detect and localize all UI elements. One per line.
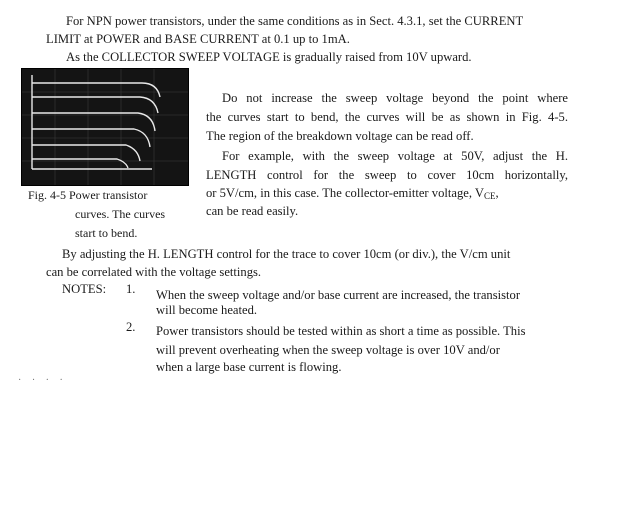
right-para-1-line-1: Do not increase the sweep voltage beyond the point where — [222, 91, 568, 105]
right-para-1-line-2: the curves start to bend, the curves will be as shown in Fig. 4-5. — [206, 110, 568, 124]
note-2-number: 2. — [126, 320, 136, 334]
figure-4-5-curves-image — [21, 68, 189, 186]
right-para-2-line-2: LENGTH control for the sweep to cover 10cm horizontally, — [206, 168, 568, 182]
right-para-2-line-3-end: , — [495, 186, 499, 200]
note-2-line-2: will prevent overheating when the sweep voltage is over 10V and/or — [156, 343, 500, 357]
scan-speck-marks: · · · · — [18, 375, 67, 386]
body-line-2: can be correlated with the voltage settings. — [46, 265, 262, 279]
right-para-2-line-1: For example, with the sweep voltage at 50V, adjust the H. — [222, 149, 568, 163]
right-para-2-line-3-text: or 5V/cm, in this case. The collector-emitter voltage, V — [206, 186, 485, 200]
note-2-line-3: when a large base current is flowing. — [156, 360, 342, 374]
intro-line-1: For NPN power transistors, under the same conditions as in Sect. 4.3.1, set the CURRENT — [66, 14, 524, 28]
figure-caption-line-3: start to bend. — [75, 226, 138, 240]
intro-line-2: LIMIT at POWER and BASE CURRENT at 0.1 up to 1mA. — [46, 32, 350, 46]
body-line-1: By adjusting the H. LENGTH control for the trace to cover 10cm (or div.), the V/cm unit — [62, 247, 511, 261]
vce-subscript: CE — [484, 191, 496, 201]
figure-caption-line-1: Fig. 4-5 Power transistor — [28, 188, 148, 202]
note-2-line-1: Power transistors should be tested within as short a time as possible. This — [156, 324, 526, 338]
cropped-top-line — [95, 0, 175, 2]
note-1-line-2: will become heated. — [156, 303, 258, 317]
right-para-1-line-3: The region of the breakdown voltage can be read off. — [206, 129, 474, 143]
figure-caption-line-2: curves. The curves — [75, 207, 166, 221]
note-1-number: 1. — [126, 282, 136, 296]
note-1-line-1: When the sweep voltage and/or base current are increased, the transistor — [156, 288, 521, 302]
intro-line-3: As the COLLECTOR SWEEP VOLTAGE is gradually raised from 10V upward. — [66, 50, 472, 64]
right-para-2-line-4: can be read easily. — [206, 204, 299, 218]
notes-label: NOTES: — [62, 282, 107, 296]
